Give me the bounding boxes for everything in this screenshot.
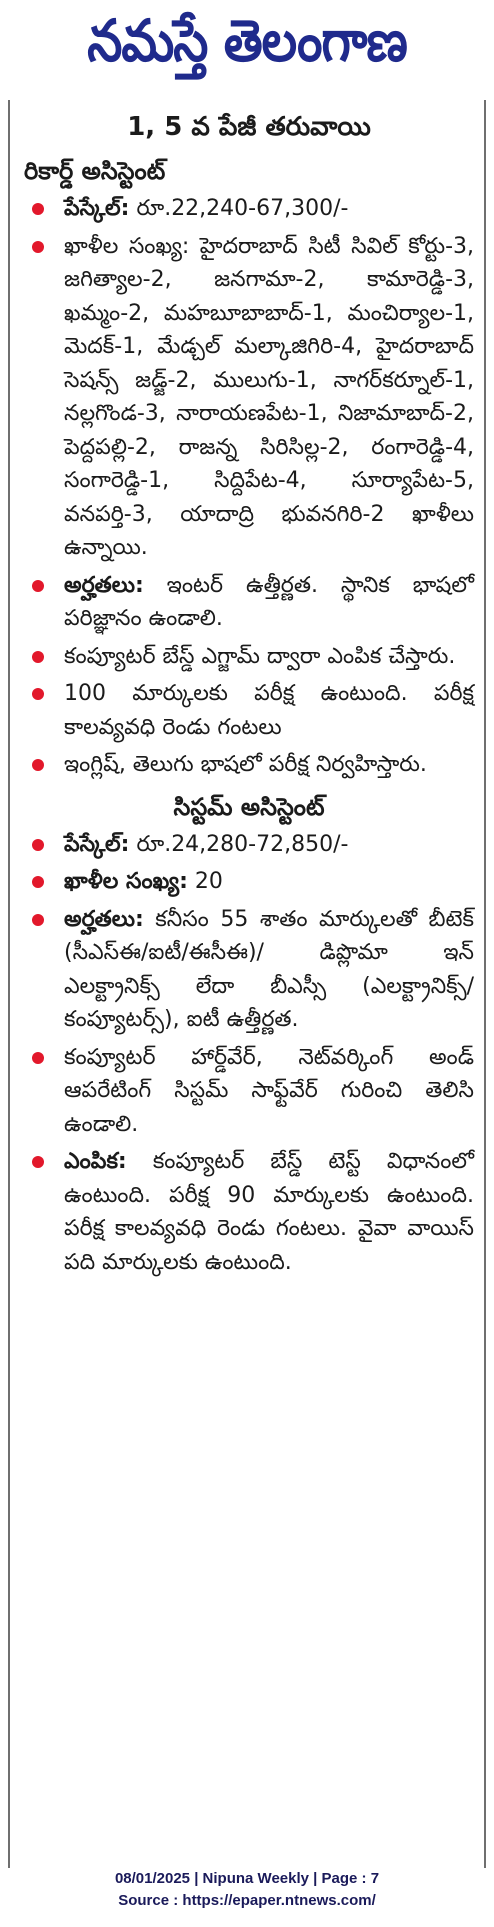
item-label: అర్హతలు: [64,572,144,598]
item-text: రూ.22,240-67,300/- [136,196,349,221]
item-text: ఇంగ్లిష్‌, తెలుగు భాషలో పరీక్ష నిర్వహిస్తారు. [64,752,427,777]
item-text: ఇంటర్‌ ఉత్తీర్ణత. స్థానిక భాషలో పరిజ్ఞానం ఉండాలి. [64,572,474,631]
list-item [24,192,474,226]
item-label: అర్హతలు: [64,906,144,932]
list-item [24,640,474,674]
list-item [24,677,474,744]
footer-source-line: Source : https://epaper.ntnews.com/ [118,1892,376,1909]
list-item [24,903,474,1037]
article-column [8,100,486,1868]
item-label: ఎంపిక: [64,1149,127,1174]
continued-from-heading: 1, 5 వ పేజీ తరువాయి [127,112,371,142]
masthead [0,0,494,96]
item-label: పేస్కేల్‌: [64,831,130,857]
section-title-record-assistant: రికార్డ్‌ అసిస్టెంట్‌ [24,157,166,185]
system-assistant-list [24,828,474,1280]
item-label: పేస్కేల్‌: [64,196,130,221]
list-item [24,1145,474,1279]
section-title-system-assistant: సిస్టమ్‌ అసిస్టెంట్‌ [173,792,325,821]
footer-date-line: 08/01/2025 | Nipuna Weekly | Page : 7 [114,1870,380,1887]
item-text: ఖాళీల సంఖ్య: హైదరాబాద్‌ సిటీ సివిల్‌ కోర్టు-3, జగిత్యాల-2, జనగామా-2, కామారెడ్డి-3, ఖమ్మం-2, మహబూబాబాద్‌-1, మంచిర్యాల-1, మెదక్‌-1, మేడ్చల్‌ మల్కాజిగిరి-4, హైదరాబాద్‌ సెషన్స్‌ జడ్జ్‌-2, ములుగు-1, నాగర్‌కర్నూల్‌-1, నల్లగొండ-3, నారాయణపేట-1, నిజామాబాద్‌-2, పెద్దపల్లి-2, రాజన్న సిరిసిల్ల-2, రంగారెడ్డి-4, సంగారెడ్డి-1, సిద్దిపేట-4, సూర్యాపేట-5, వనపర్తి-3, యాదాద్రి భువనగిరి-2 ఖాళీలు ఉన్నాయి. [64,233,474,560]
page-footer [0,1868,494,1912]
list-item [24,748,474,782]
item-text: కంప్యూటర్‌ హార్డ్‌వేర్‌, నెట్‌వర్కింగ్‌ అండ్‌ ఆపరేటింగ్‌ సిస్టమ్‌ సాఫ్ట్‌వేర్‌ గురించి తెలిసి ఉండాలి. [64,1044,474,1137]
item-label: ఖాళీల సంఖ్య: [64,869,188,894]
masthead-title: నమస్తే తెలంగాణ [87,7,407,74]
list-item [24,1041,474,1142]
list-item [24,230,474,565]
item-text: 20 [194,869,223,894]
list-item [24,569,474,636]
item-text: కనీసం 55 శాతం మార్కులతో బీటెక్‌ (సీఎస్‌ఈ/ఐటీ/ఈసీఈ)/ డిప్లొమా ఇన్‌ ఎలక్ట్రానిక్స్‌ లేదా బీఎస్సీ (ఎలక్ట్రానిక్స్‌/కంప్యూటర్స్‌), ఐటీ ఉత్తీర్ణత. [64,906,474,1032]
list-item [24,865,474,899]
item-text: రూ.24,280-72,850/- [136,831,349,857]
item-text: 100 మార్కులకు పరీక్ష ఉంటుంది. పరీక్ష కాలవ్యవధి రెండు గంటలు [64,681,474,740]
item-text: కంప్యూటర్‌ బేస్డ్‌ ఎగ్జామ్‌ ద్వారా ఎంపిక చేస్తారు. [64,643,456,669]
record-assistant-list [24,192,474,782]
item-text: కంప్యూటర్‌ బేస్డ్‌ టెస్ట్‌ విధానంలో ఉంటుంది. పరీక్ష 90 మార్కులకు ఉంటుంది. పరీక్ష కాలవ్యవధి రెండు గంటలు. వైవా వాయిస్‌ పది మార్కులకు ఉంటుంది. [64,1149,474,1275]
list-item [24,828,474,862]
